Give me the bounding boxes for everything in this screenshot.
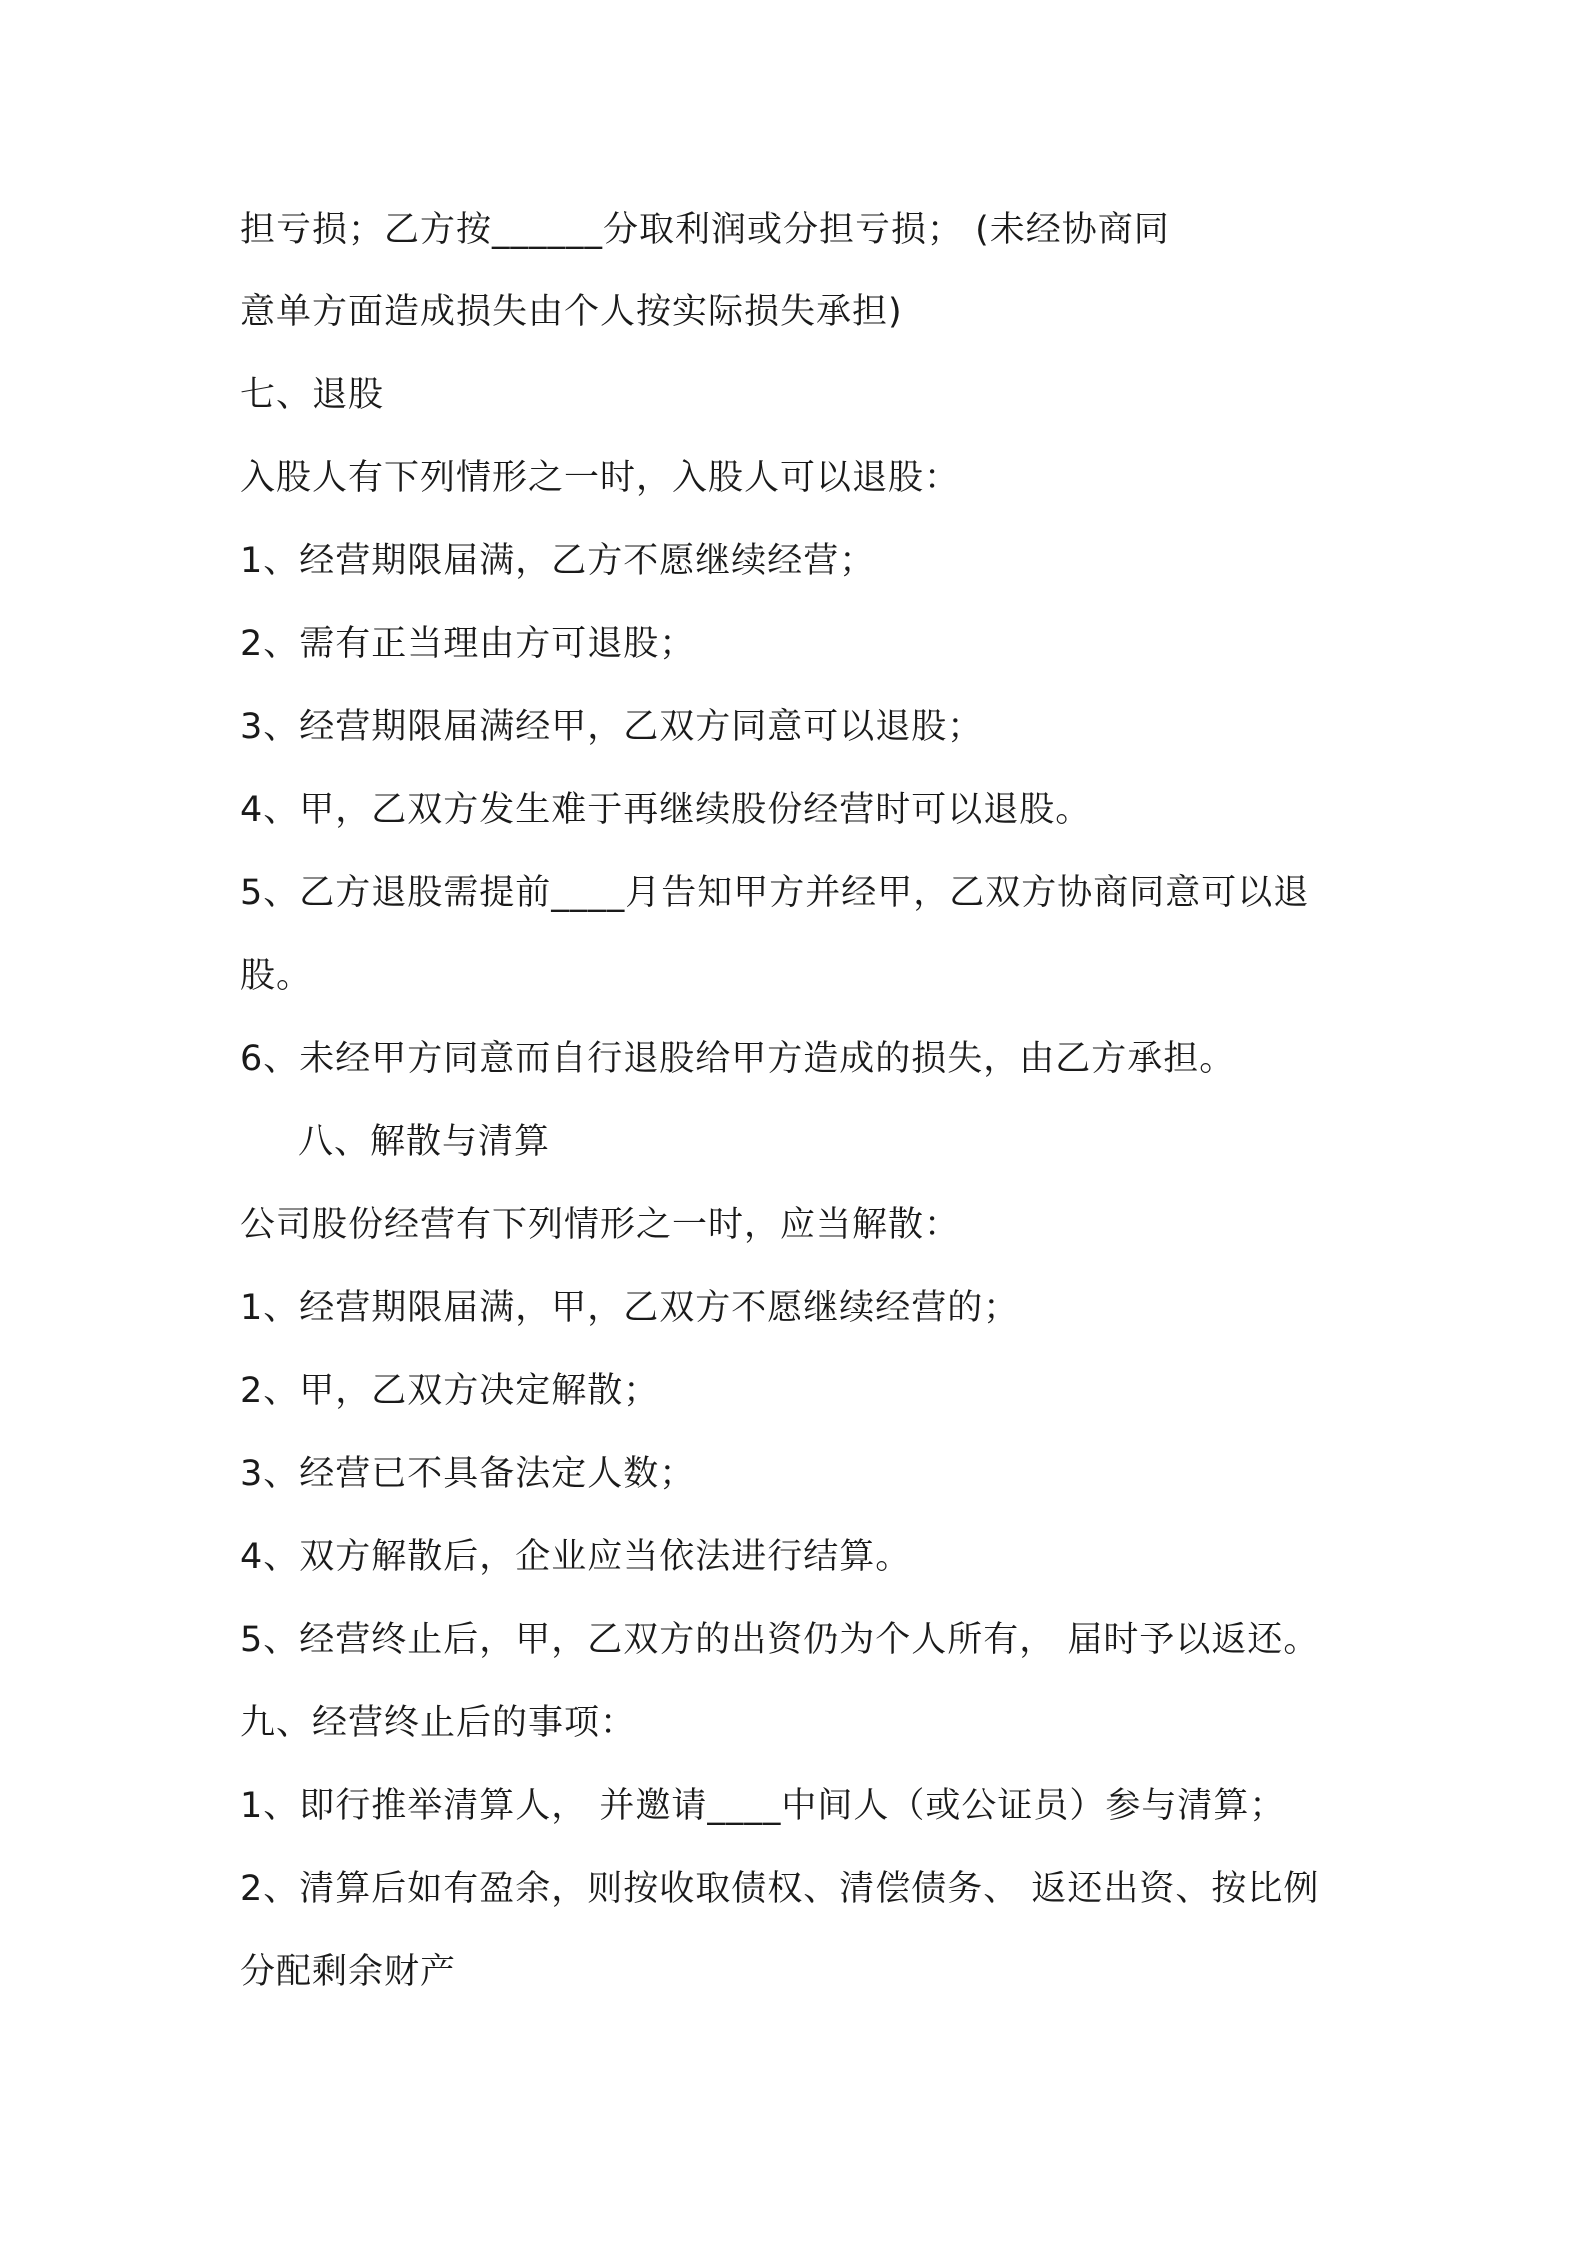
section-heading: 七、退股 bbox=[240, 375, 385, 415]
text-line: 公司股份经营有下列情形之一时，应当解散： bbox=[240, 1205, 961, 1245]
list-item-continuation: 分配剩余财产 bbox=[240, 1952, 457, 1992]
text-line: 意单方面造成损失由个人按实际损失承担) bbox=[240, 292, 903, 332]
list-item: 1、即行推举清算人， 并邀请____中间人（或公证员）参与清算； bbox=[240, 1786, 1286, 1826]
section-heading: 八、解散与清算 bbox=[298, 1122, 551, 1162]
list-item: 2、清算后如有盈余，则按收取债权、清偿债务、 返还出资、按比例 bbox=[240, 1869, 1320, 1909]
list-item: 5、经营终止后，甲，乙双方的出资仍为个人所有， 届时予以返还。 bbox=[240, 1620, 1320, 1660]
list-item-continuation: 股。 bbox=[240, 956, 313, 996]
list-item: 3、经营已不具备法定人数； bbox=[240, 1454, 696, 1494]
list-item: 2、需有正当理由方可退股； bbox=[240, 624, 696, 664]
list-item: 1、经营期限届满，甲，乙双方不愿继续经营的； bbox=[240, 1288, 1020, 1328]
list-item: 4、甲，乙双方发生难于再继续股份经营时可以退股。 bbox=[240, 790, 1092, 830]
list-item: 2、甲，乙双方决定解散； bbox=[240, 1371, 660, 1411]
list-item: 3、经营期限届满经甲，乙双方同意可以退股； bbox=[240, 707, 984, 747]
text-line: 担亏损；乙方按______分取利润或分担亏损； (未经协商同 bbox=[240, 210, 1170, 250]
section-heading: 九、经营终止后的事项： bbox=[240, 1703, 637, 1743]
text-line: 入股人有下列情形之一时，入股人可以退股： bbox=[240, 458, 961, 498]
list-item: 1、经营期限届满，乙方不愿继续经营； bbox=[240, 541, 876, 581]
list-item: 4、双方解散后，企业应当依法进行结算。 bbox=[240, 1537, 912, 1577]
list-item: 6、未经甲方同意而自行退股给甲方造成的损失，由乙方承担。 bbox=[240, 1039, 1236, 1079]
list-item: 5、乙方退股需提前____月告知甲方并经甲，乙双方协商同意可以退 bbox=[240, 873, 1310, 913]
